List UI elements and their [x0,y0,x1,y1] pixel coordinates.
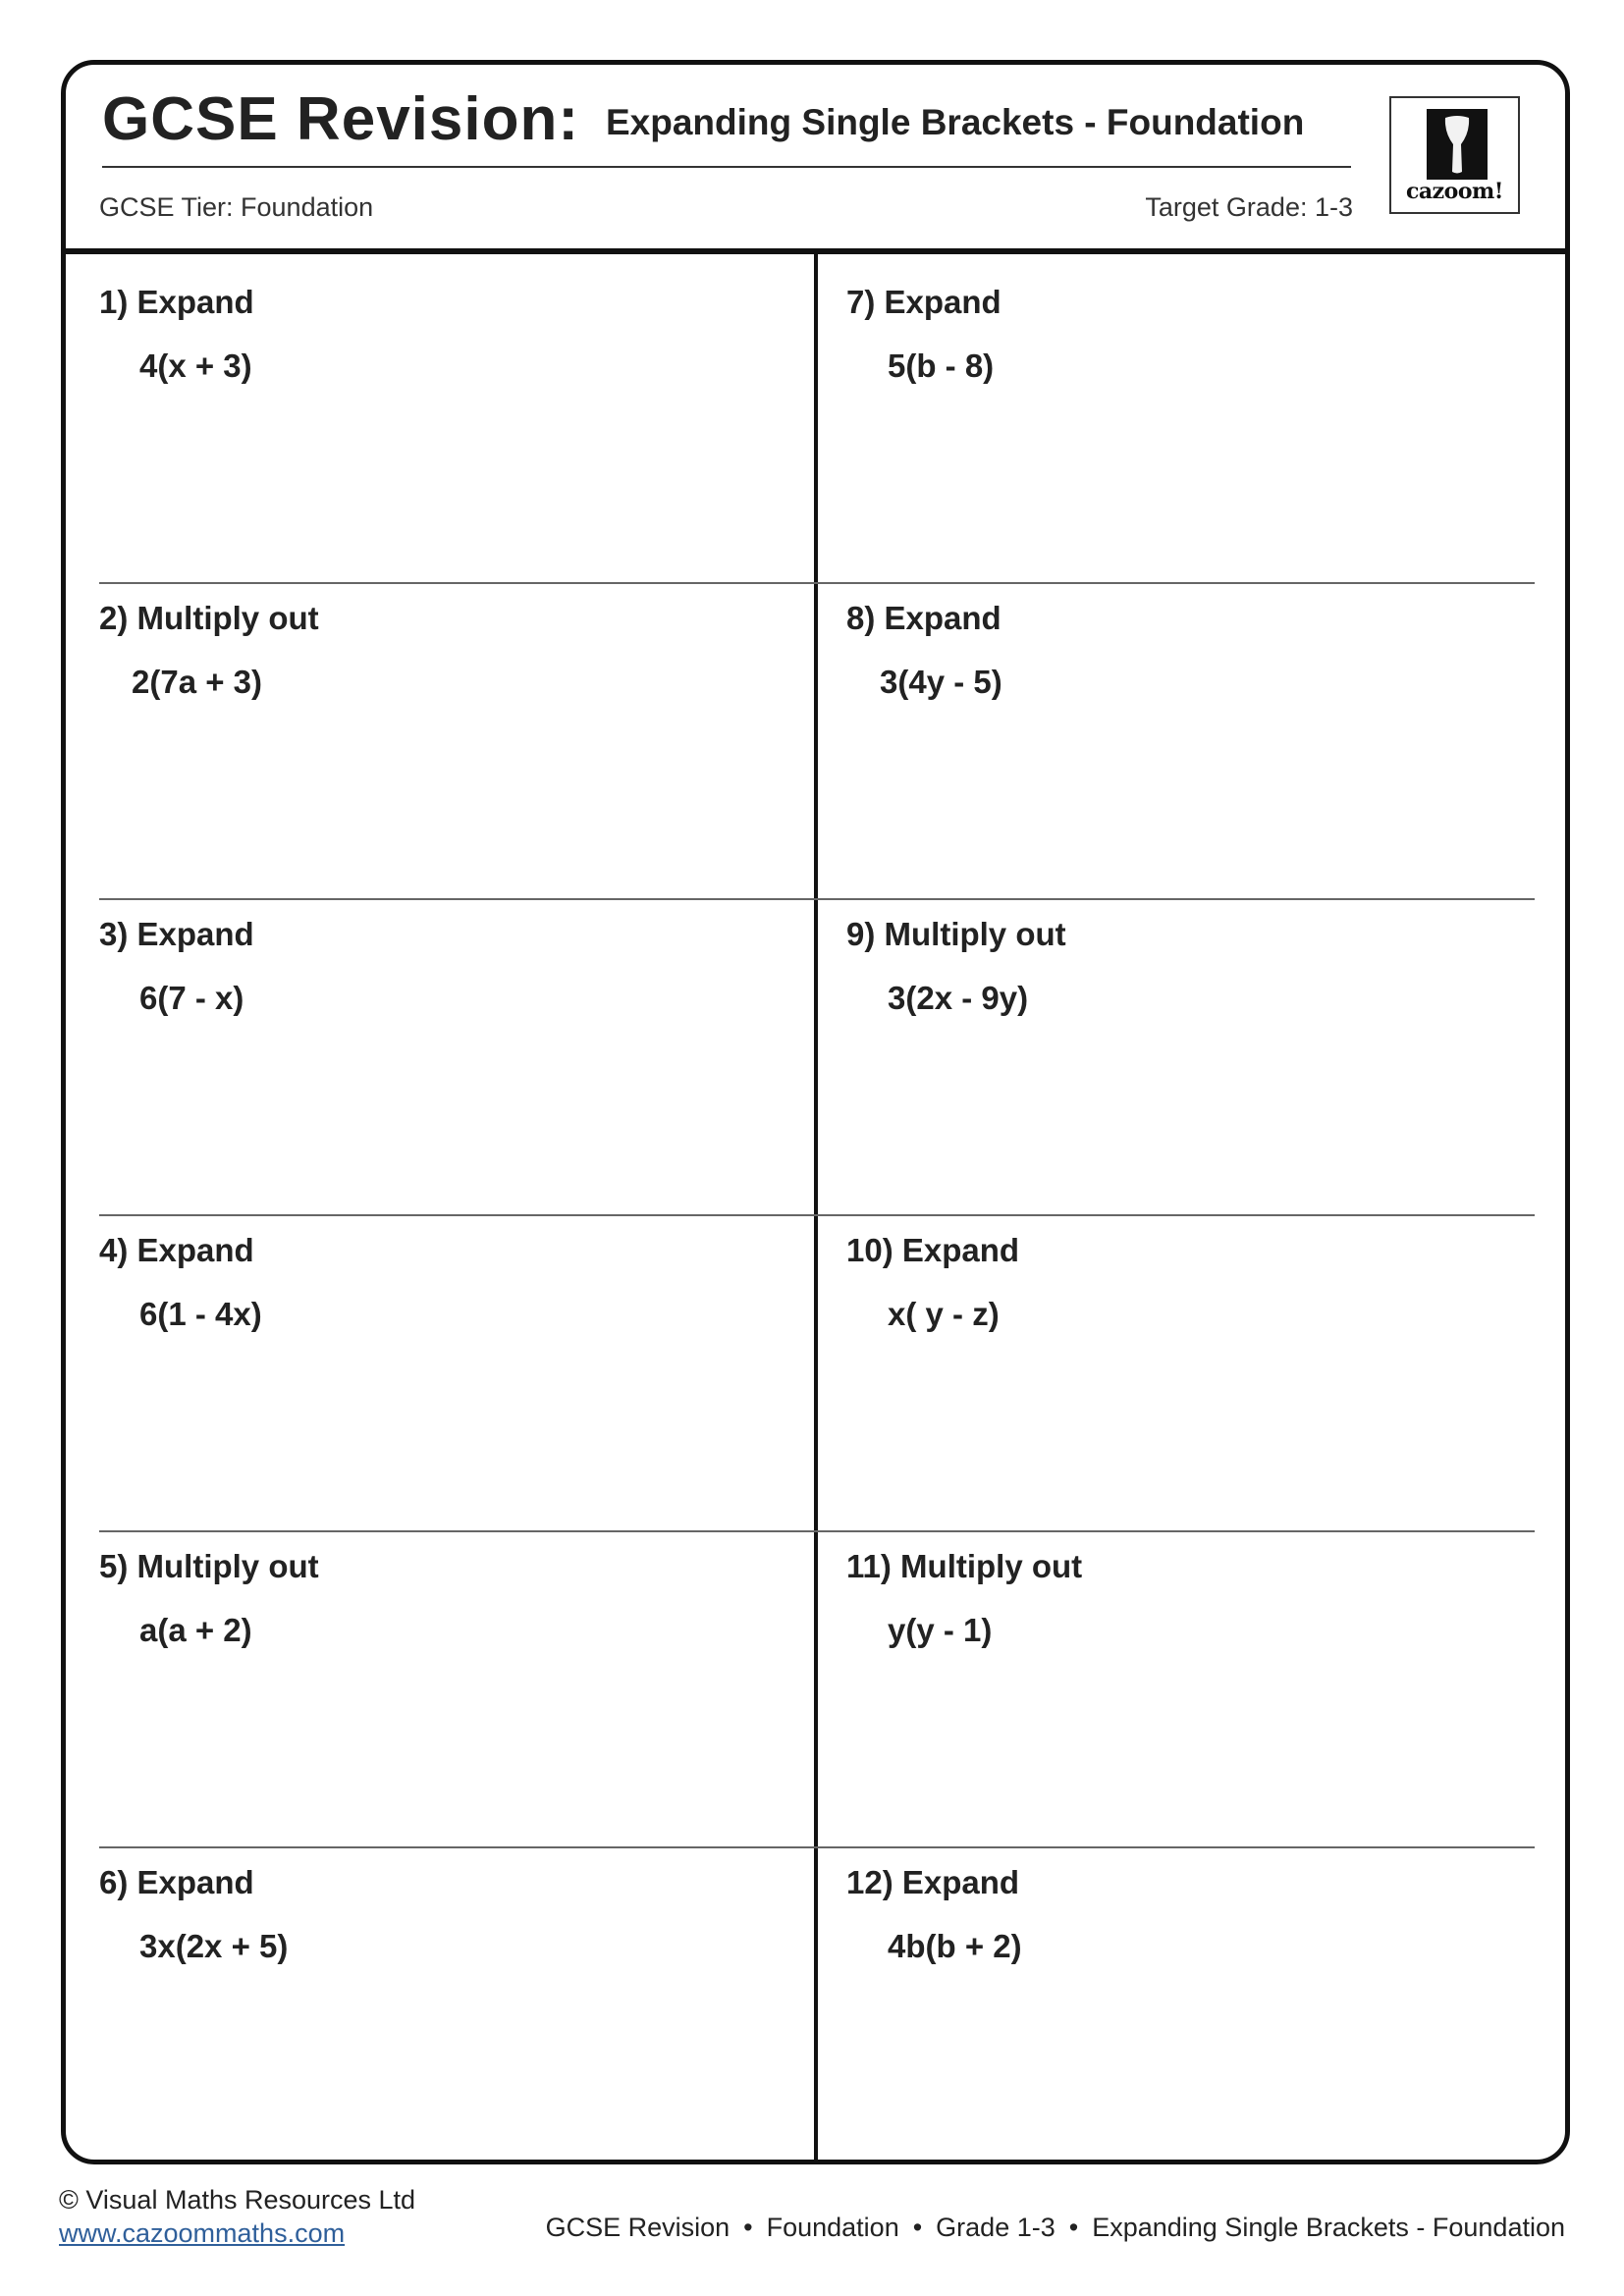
question-label: 2) Multiply out [99,600,319,636]
question-label: 7) Expand [846,284,1001,320]
question-label: 9) Multiply out [846,916,1066,952]
question-expression: 4b(b + 2) [888,1928,1022,1964]
question-label: 6) Expand [99,1864,254,1900]
question-label: 1) Expand [99,284,254,320]
question-label: 10) Expand [846,1232,1020,1268]
question-expression: 6(1 - 4x) [139,1296,262,1332]
question-label: 12) Expand [846,1864,1020,1900]
row-separator [99,1530,1535,1532]
footer-crumb: Grade 1-3 [936,2213,1056,2242]
question-expression: a(a + 2) [139,1612,252,1648]
footer-crumb: Expanding Single Brackets - Foundation [1092,2213,1565,2242]
question-label: 11) Multiply out [846,1548,1083,1584]
title-underline [102,166,1351,168]
row-separator [99,1214,1535,1216]
row-separator [99,898,1535,900]
question-label: 8) Expand [846,600,1001,636]
bullet-separator: • [743,2213,753,2242]
question-label: 5) Multiply out [99,1548,319,1584]
question-expression: 5(b - 8) [888,347,995,384]
page-title: GCSE Revision: [102,85,579,153]
copyright-text: © Visual Maths Resources Ltd [59,2185,416,2215]
question-expression: 2(7a + 3) [132,664,262,700]
question-expression: 3(2x - 9y) [888,980,1029,1016]
question-expression: y(y - 1) [888,1612,993,1648]
tier-label: GCSE Tier: Foundation [99,192,374,222]
question-expression: 3x(2x + 5) [139,1928,289,1964]
footer-crumb: GCSE Revision [545,2213,731,2242]
question-expression: 6(7 - x) [139,980,244,1016]
column-divider [814,251,818,2163]
website-link[interactable]: www.cazoommaths.com [59,2218,346,2248]
bullet-separator: • [912,2213,923,2242]
question-label: 3) Expand [99,916,254,952]
footer-crumb: Foundation [766,2213,899,2242]
question-expression: x( y - z) [888,1296,1000,1332]
question-expression: 3(4y - 5) [880,664,1002,700]
djembe-drum-icon [1442,115,1472,176]
row-separator [99,582,1535,584]
cazoom-logo [1389,96,1520,214]
bullet-separator: • [1068,2213,1079,2242]
page-subtitle: Expanding Single Brackets - Foundation [606,102,1305,142]
row-separator [99,1846,1535,1848]
footer-breadcrumb [546,2213,1565,2243]
question-label: 4) Expand [99,1232,254,1268]
logo-background [1427,109,1488,180]
question-expression: 4(x + 3) [139,347,252,384]
logo-text: cazoom! [1406,179,1503,204]
target-grade-label: Target Grade: 1-3 [1145,192,1353,222]
